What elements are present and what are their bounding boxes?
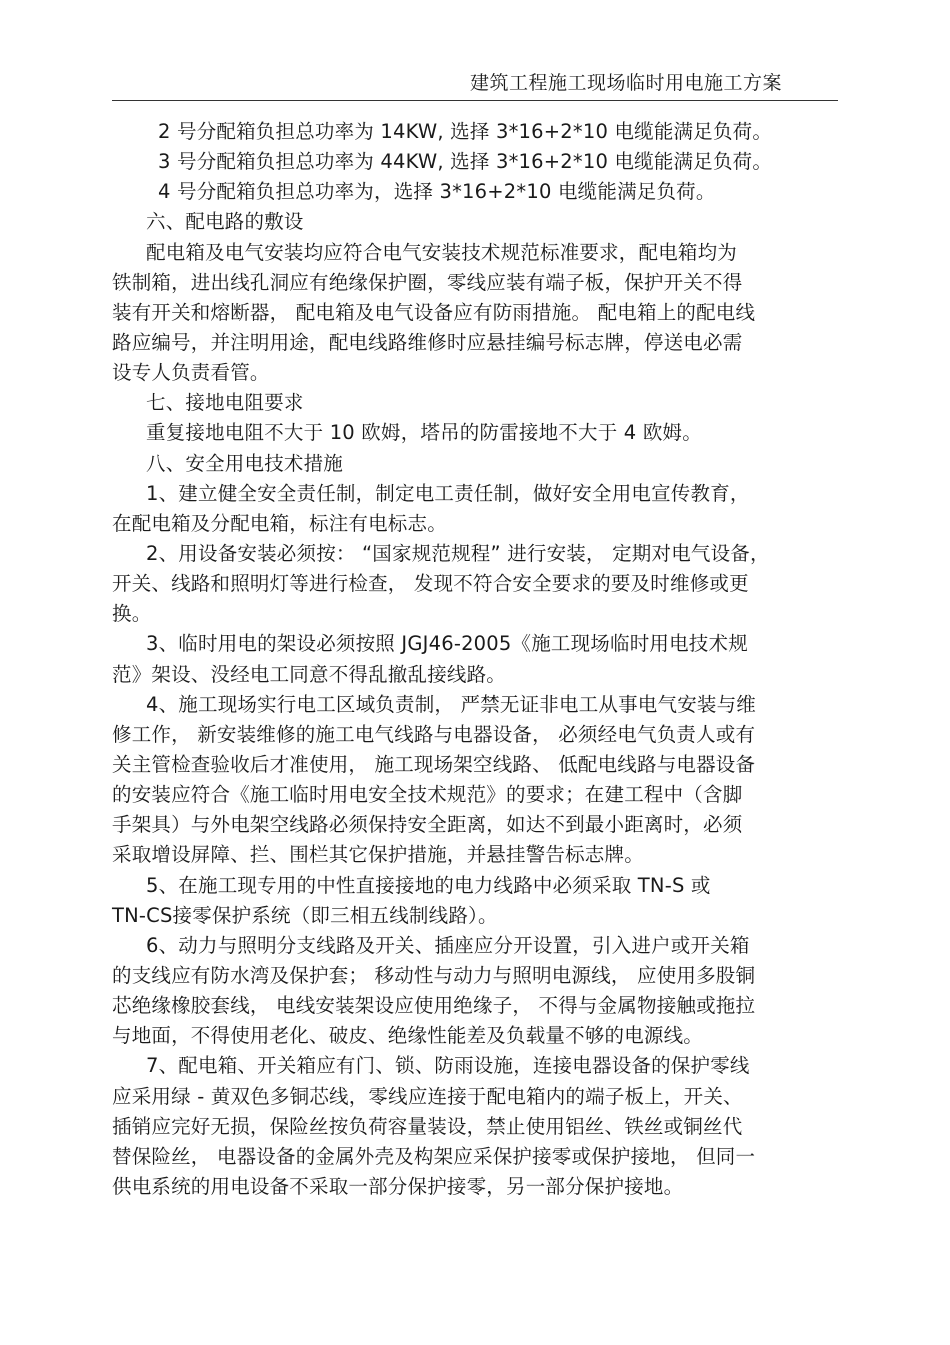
paragraph-line: 6、动力与照明分支线路及开关、插座应分开设置，引入进户或开关箱 — [146, 933, 750, 957]
paragraph-line: 4 号分配箱负担总功率为，选择 3*16+2*10 电缆能满足负荷。 — [158, 180, 716, 204]
paragraph-line: 配电箱及电气安装均应符合电气安装技术规范标准要求，配电箱均为 — [146, 240, 738, 264]
paragraph-line: 供电系统的用电设备不采取一部分保护接零，另一部分保护接地。 — [112, 1174, 684, 1198]
section-heading: 七、接地电阻要求 — [146, 391, 304, 415]
paragraph-line: 7、配电箱、开关箱应有门、锁、防雨设施，连接电器设备的保护零线 — [146, 1054, 750, 1078]
paragraph-line: 2 号分配箱负担总功率为 14KW, 选择 3*16+2*10 电缆能满足负荷。 — [158, 120, 773, 143]
paragraph-line: 手架具）与外电架空线路必须保持安全距离，如达不到最小距离时，必须 — [112, 813, 743, 837]
header-divider — [112, 100, 838, 101]
paragraph-line: 的安装应符合《施工临时用电安全技术规范》的要求；在建工程中（含脚 — [112, 783, 743, 807]
paragraph-line: 应采用绿 - 黄双色多铜芯线，零线应连接于配电箱内的端子板上，开关、 — [112, 1084, 743, 1108]
paragraph-line: 3、临时用电的架设必须按照 JGJ46-2005《施工现场临时用电技术规 — [146, 632, 748, 656]
paragraph-line: 芯绝缘橡胶套线， 电线安装架设应使用绝缘子， 不得与金属物接触或拖拉 — [112, 994, 756, 1018]
paragraph-line: 装有开关和熔断器， 配电箱及电气设备应有防雨措施。 配电箱上的配电线 — [112, 300, 756, 324]
paragraph-line: 采取增设屏障、拦、围栏其它保护措施，并悬挂警告标志牌。 — [112, 843, 644, 867]
document-body — [112, 117, 852, 1202]
paragraph-line: 与地面，不得使用老化、破皮、绝缘性能差及负载量不够的电源线。 — [112, 1024, 704, 1048]
page-header-title: 建筑工程施工现场临时用电施工方案 — [470, 72, 783, 94]
paragraph-line: 修工作， 新安装维修的施工电气线路与电器设备， 必须经电气负责人或有 — [112, 722, 756, 746]
paragraph-line: 3 号分配箱负担总功率为 44KW, 选择 3*16+2*10 电缆能满足负荷。 — [158, 150, 773, 174]
paragraph-line: 插销应完好无损，保险丝按负荷容量装设，禁止使用铝丝、铁丝或铜丝代 — [112, 1114, 743, 1138]
paragraph-line: 换。 — [112, 602, 152, 626]
paragraph-line: 2、用设备安装必须按： “国家规范规程” 进行安装， 定期对电气设备， — [146, 541, 770, 565]
paragraph-line: TN-CS接零保护系统（即三相五线制线路）。 — [112, 903, 498, 927]
paragraph-line: 的支线应有防水湾及保护套； 移动性与动力与照明电源线， 应使用多股铜 — [112, 963, 756, 987]
paragraph-line: 重复接地电阻不大于 10 欧姆，塔吊的防雷接地不大于 4 欧姆。 — [146, 421, 702, 445]
paragraph-line: 铁制箱，进出线孔洞应有绝缘保护圈，零线应装有端子板，保护开关不得 — [112, 270, 743, 294]
paragraph-line: 关主管检查验收后才准使用， 施工现场架空线路、 低配电线路与电器设备 — [112, 752, 756, 776]
paragraph-line: 1、建立健全安全责任制，制定电工责任制，做好安全用电宣传教育， — [146, 481, 750, 505]
paragraph-line: 5、在施工现专用的中性直接接地的电力线路中必须采取 TN-S 或 — [146, 873, 711, 897]
paragraph-line: 替保险丝， 电器设备的金属外壳及构架应采保护接零或保护接地， 但同一 — [112, 1144, 756, 1168]
section-heading: 八、安全用电技术措施 — [146, 451, 344, 475]
paragraph-line: 开关、线路和照明灯等进行检查， 发现不符合安全要求的要及时维修或更 — [112, 572, 749, 596]
section-heading: 六、配电路的敷设 — [146, 210, 304, 234]
paragraph-line: 范》架设、没经电工同意不得乱撤乱接线路。 — [112, 662, 507, 686]
paragraph-line: 在配电箱及分配电箱，标注有电标志。 — [112, 511, 447, 535]
paragraph-line: 设专人负责看管。 — [112, 361, 270, 385]
paragraph-line: 4、施工现场实行电工区域负责制， 严禁无证非电工从事电气安装与维 — [146, 692, 757, 716]
paragraph-line: 路应编号，并注明用途，配电线路维修时应悬挂编号标志牌，停送电必需 — [112, 330, 743, 354]
